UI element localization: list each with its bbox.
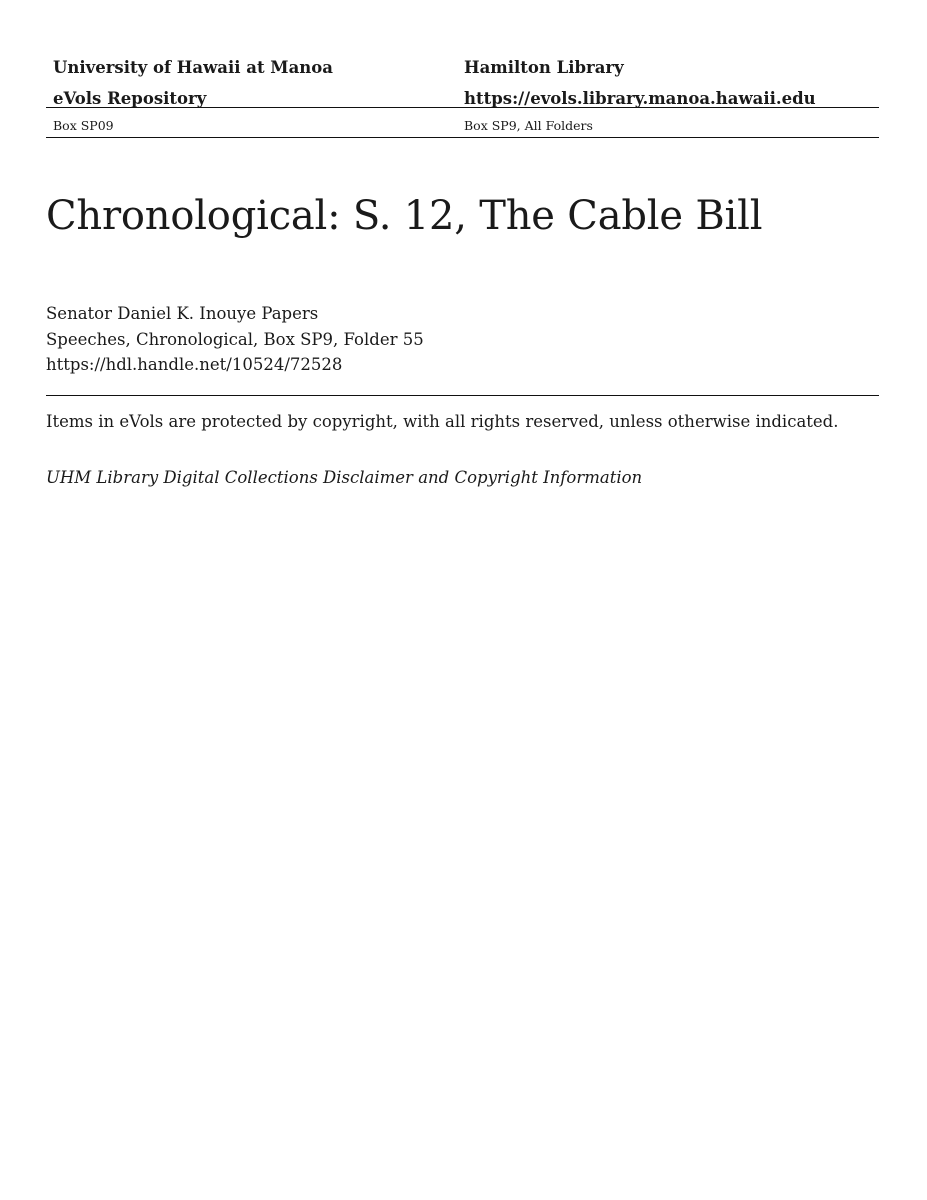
box-divider (46, 137, 879, 138)
document-title: Chronological: S. 12, The Cable Bill (46, 193, 763, 239)
handle-link[interactable]: https://hdl.handle.net/10524/72528 (46, 355, 343, 374)
metadata-divider (46, 395, 879, 396)
header-grid (46, 52, 879, 114)
collection-name: Senator Daniel K. Inouye Papers (46, 304, 319, 323)
box-row (46, 116, 879, 136)
repository-url[interactable]: https://evols.library.manoa.hawaii.edu (464, 89, 816, 108)
disclaimer-link[interactable]: UHM Library Digital Collections Disclaimer and Copyright Information (46, 468, 643, 487)
document-metadata (46, 301, 424, 378)
library-name: Hamilton Library (464, 58, 624, 77)
header-divider (46, 107, 879, 108)
repository-name: eVols Repository (53, 89, 207, 108)
box-label-right: Box SP9, All Folders (464, 118, 593, 133)
folder-location: Speeches, Chronological, Box SP9, Folder 55 (46, 329, 424, 349)
box-label-left: Box SP09 (53, 118, 114, 133)
institution-name: University of Hawaii at Manoa (53, 58, 333, 77)
header-row-2 (46, 83, 879, 114)
rights-statement: Items in eVols are protected by copyright, with all rights reserved, unless otherwise indicated. (46, 412, 839, 431)
header-row-1 (46, 52, 879, 83)
